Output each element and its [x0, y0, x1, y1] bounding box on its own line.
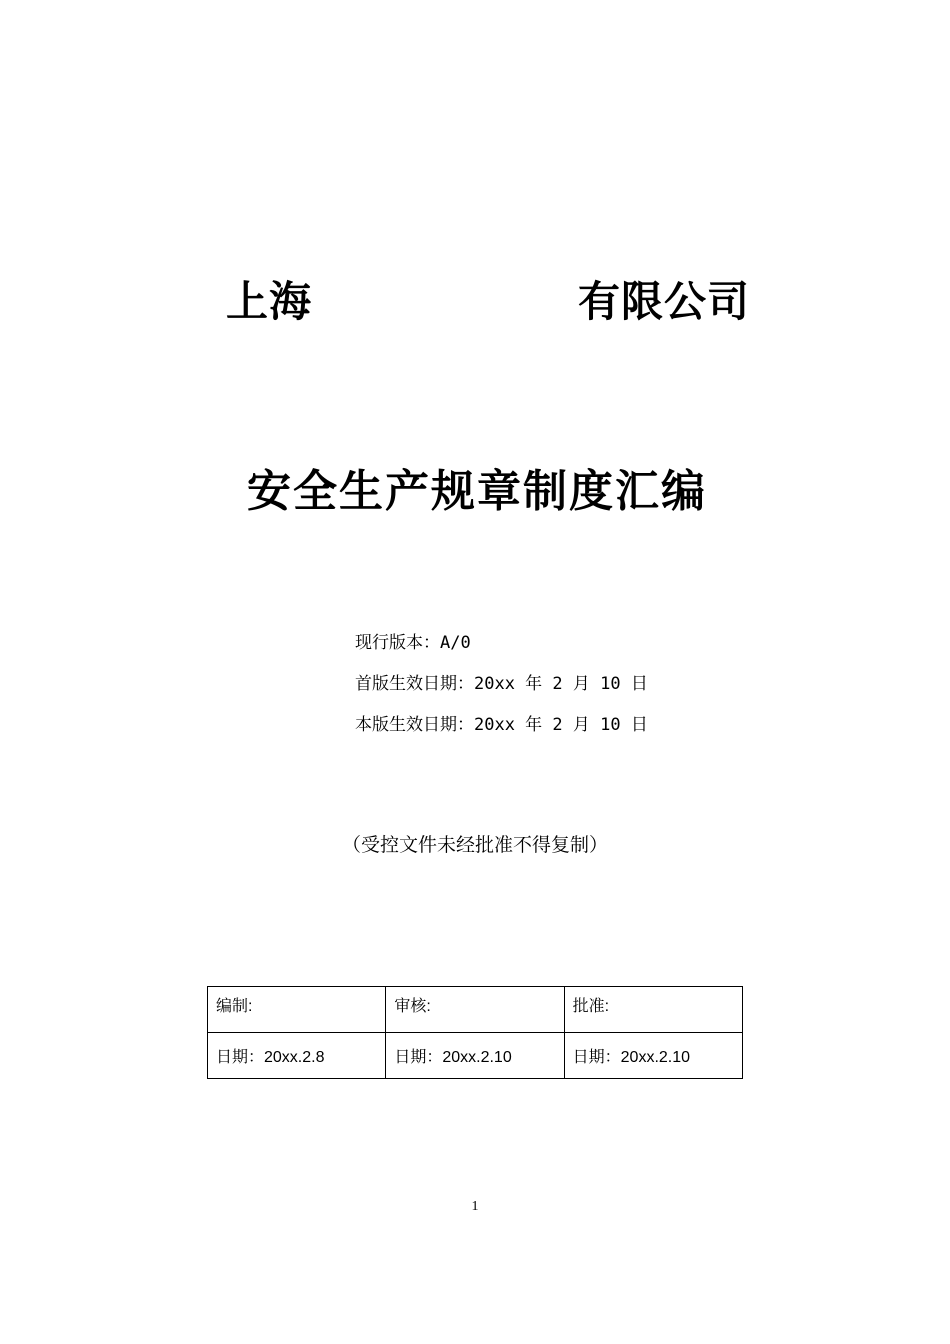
approved-date-cell: 日期：20xx.2.10	[564, 1033, 742, 1079]
compiled-by-cell: 编制:	[208, 987, 386, 1033]
this-effective-date: 本版生效日期：20xx 年 2 月 10 日	[355, 715, 648, 735]
company-name-prefix: 上海	[226, 277, 313, 326]
document-title: 安全生产规章制度汇编	[247, 466, 707, 517]
company-name-suffix: 有限公司	[578, 277, 751, 326]
current-version: 现行版本：A/0	[355, 633, 471, 653]
reviewed-date-cell: 日期：20xx.2.10	[386, 1033, 564, 1079]
compiled-date-cell: 日期：20xx.2.8	[208, 1033, 386, 1079]
controlled-document-notice: （受控文件未经批准不得复制）	[341, 834, 608, 856]
reviewed-by-cell: 审核:	[386, 987, 564, 1033]
approval-table-date-row	[208, 1033, 743, 1079]
approved-by-cell: 批准:	[564, 987, 742, 1033]
page-number: 1	[471, 1199, 479, 1214]
approval-table-header-row	[208, 987, 743, 1033]
approval-table	[207, 986, 743, 1079]
first-effective-date: 首版生效日期：20xx 年 2 月 10 日	[355, 674, 648, 694]
